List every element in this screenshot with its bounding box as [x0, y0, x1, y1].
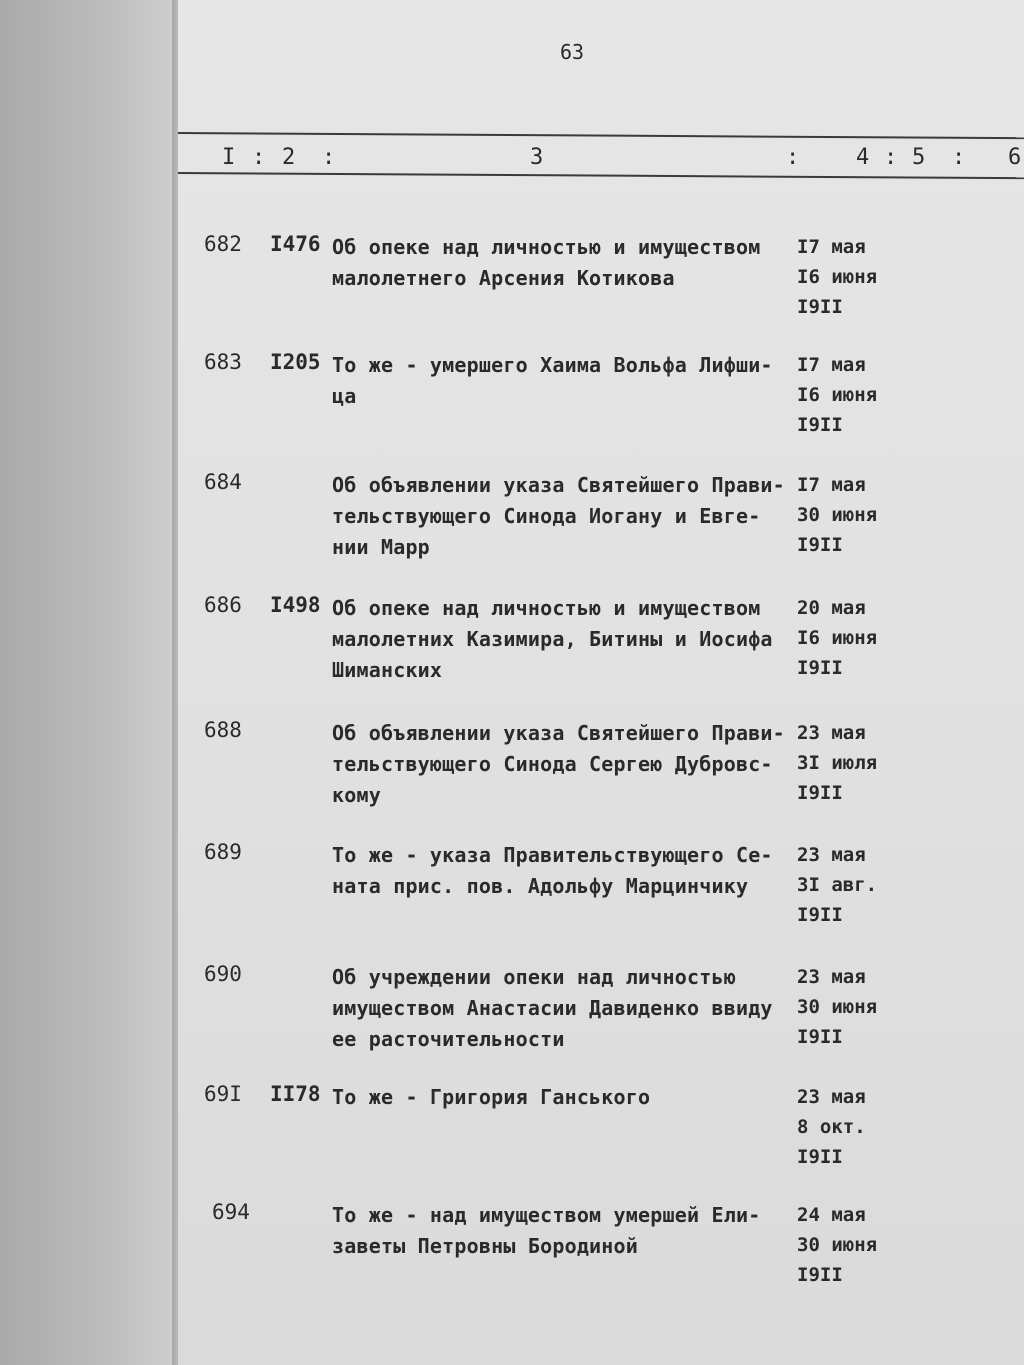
- date-year: I9II: [797, 414, 843, 436]
- entry-number: 683: [204, 350, 242, 374]
- col-head-sep: :: [322, 145, 336, 170]
- date-year: I9II: [797, 782, 843, 804]
- entry-dates: [797, 232, 917, 322]
- entry-title: Об объявлении указа Святейшего Прави- тельствующего Синода Иогану и Евге- нии Марр: [332, 473, 785, 559]
- date-year: I9II: [797, 1264, 843, 1286]
- date-year: I9II: [797, 296, 843, 318]
- col-head-3: 3: [530, 145, 544, 170]
- entry-dates: [797, 718, 917, 808]
- date-year: I9II: [797, 534, 843, 556]
- facing-page-bleed: [0, 0, 178, 1365]
- date-start: 23 мая: [797, 722, 866, 744]
- date-end: I6 июня: [797, 627, 878, 649]
- date-end: I6 июня: [797, 266, 878, 288]
- col-head-2: 2: [282, 145, 296, 170]
- entry-title: Об учреждении опеки над личностью имуществом Анастасии Давиденко ввиду ее расточительности: [332, 965, 773, 1051]
- col-head-5: 5: [912, 145, 926, 170]
- date-end: I6 июня: [797, 384, 878, 406]
- date-start: I7 мая: [797, 474, 866, 496]
- entry-number: 688: [204, 718, 242, 742]
- date-start: I7 мая: [797, 236, 866, 258]
- entry-number: 686: [204, 593, 242, 617]
- date-start: 20 мая: [797, 597, 866, 619]
- entry-title: Об объявлении указа Святейшего Прави- тельствующего Синода Сергею Дубровс- кому: [332, 721, 785, 807]
- entry-title: Об опеке над личностью и имуществом малолетнего Арсения Котикова: [332, 235, 761, 290]
- date-year: I9II: [797, 1146, 843, 1168]
- entry-title: То же - указа Правительствующего Се- ната прис. пов. Адольфу Марцинчику: [332, 843, 773, 898]
- date-year: I9II: [797, 657, 843, 679]
- col-head-sep: :: [952, 145, 966, 170]
- date-end: 3I июля: [797, 752, 878, 774]
- entry-title: То же - над имуществом умершей Ели- заветы Петровны Бородиной: [332, 1203, 761, 1258]
- date-start: 24 мая: [797, 1204, 866, 1226]
- entry-number: 690: [204, 962, 242, 986]
- col-head-4: 4: [856, 145, 870, 170]
- date-end: 30 июня: [797, 1234, 878, 1256]
- entry-title: То же - Григория Ганського: [332, 1085, 651, 1109]
- entry-reference: II78: [270, 1082, 321, 1106]
- entry-title: То же - умершего Хаима Вольфа Лифши- ца: [332, 353, 773, 408]
- date-end: 8 окт.: [797, 1116, 866, 1138]
- entry-reference: I476: [270, 232, 321, 256]
- date-start: 23 мая: [797, 844, 866, 866]
- entry-reference: I498: [270, 593, 321, 617]
- date-end: 30 июня: [797, 504, 878, 526]
- col-head-6: 6: [1008, 145, 1022, 170]
- entry-dates: [797, 840, 917, 930]
- col-head-1: I: [222, 145, 236, 170]
- col-head-sep: :: [252, 145, 266, 170]
- entry-number: 694: [212, 1200, 250, 1224]
- entry-dates: [797, 962, 917, 1052]
- entry-number: 684: [204, 470, 242, 494]
- entry-dates: [797, 1082, 917, 1172]
- date-start: I7 мая: [797, 354, 866, 376]
- date-start: 23 мая: [797, 1086, 866, 1108]
- page-number: 63: [560, 40, 585, 64]
- entry-dates: [797, 593, 917, 683]
- entry-dates: [797, 350, 917, 440]
- col-head-sep: :: [786, 145, 800, 170]
- entry-title: Об опеке над личностью и имуществом малолетних Казимира, Битины и Иосифа Шиманских: [332, 596, 773, 682]
- entry-number: 682: [204, 232, 242, 256]
- col-head-sep: :: [884, 145, 898, 170]
- date-year: I9II: [797, 904, 843, 926]
- date-end: 30 июня: [797, 996, 878, 1018]
- date-year: I9II: [797, 1026, 843, 1048]
- entry-dates: [797, 470, 917, 560]
- entry-reference: I205: [270, 350, 321, 374]
- entry-number: 689: [204, 840, 242, 864]
- entry-dates: [797, 1200, 917, 1290]
- entry-number: 69I: [204, 1082, 242, 1106]
- date-end: 3I авг.: [797, 874, 878, 896]
- date-start: 23 мая: [797, 966, 866, 988]
